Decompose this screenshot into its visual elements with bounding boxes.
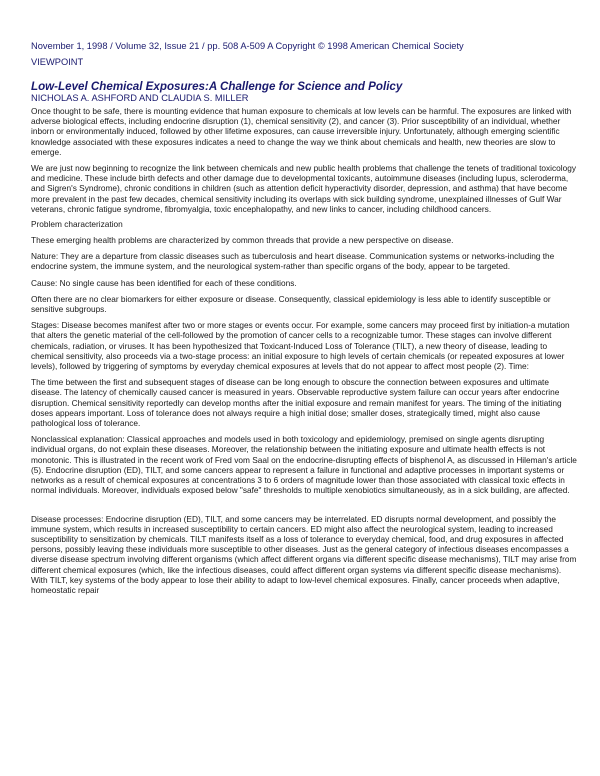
paragraph-intro: Once thought to be safe, there is mounting evidence that human exposure to chemicals at low levels can be harmful. The exposures are linked with adverse biological effects, including endocrine disruption (1), chemical sensitivity (2), and cancer (3). Prior susceptibility of an individual, whether inborn or environmentally induced, followed by other lifetime exposures, can cause irreversible injury. Unfortunately, although emerging scientific knowledge associated with these exposures indicates a need to change the way we think about chemicals and health, new theories are slow to emerge.	[31, 106, 572, 157]
section-label: VIEWPOINT	[31, 57, 84, 67]
paragraph-public-health: We are just now beginning to recognize the link between chemicals and new public health problems that challenge the tenets of traditional toxicology and medicine. These include birth defects and other damage due to developmental toxicants, autoimmune diseases (including lupus, scleroderma, and Sigren's Syndrome), chronic conditions in children (such as attention deficit hyperactivity disorder, depression, and asthma) that have become more prevalent in the past few decades, chemical sensitivity including its overlaps with sick building syndrome, unexplained illnesses of Gulf War veterans, chronic fatigue syndrome, fibromyalgia, toxic encephalopathy, and new links to cancer, including childhood cancers.	[31, 163, 577, 214]
paragraph-common-threads: These emerging health problems are characterized by common threads that provide a new perspective on disease.	[31, 235, 454, 246]
paragraph-cause: Cause: No single cause has been identified for each of these conditions.	[31, 277, 297, 288]
article-page	[31, 40, 579, 595]
paragraph-biomarkers: Often there are no clear biomarkers for either exposure or disease. Consequently, classical epidemiology is less able to identify susceptible or sensitive subgroups.	[31, 293, 551, 315]
paragraph-stages: Stages: Disease becomes manifest after two or more stages or events occur. For example, some cancers may proceed first by initiation-a mutation that alters the genetic material of the cell-followed by the promotion of cancer cells to a recognizable tumor. These stages can involve different chemicals, radiation, or viruses. It has been hypothesized that Toxicant-Induced Loss of Tolerance (TILT), a new theory of disease, leading to chemical sensitivity, also proceeds via a two-stage process: an initial exposure to high levels of certain chemicals (or repeated exposures at lower levels), followed by triggering of symptoms by everyday chemical exposures at levels that do not appear to affect most people (2). Time:	[31, 320, 570, 372]
paragraph-nature: Nature: They are a departure from classic diseases such as tuberculosis and heart disease. Communication systems or networks-including the endocrine system, the immune system, and the neurological system-rather than specific organs of the body, appear to be targeted.	[31, 251, 555, 272]
paragraph-nonclassical: Nonclassical explanation: Classical approaches and models used in both toxicology and epidemiology, premised on single agents disrupting individual organs, do not explain these diseases. Moreover, the relationship between the initiating exposure and ultimate health effects is not monotonic. This is illustrated in the recent work of Fred vom Saal on the endocrine-disrupting effects of bisphenol A, as discussed in Hileman's article (5). Endocrine disruption (ED), TILT, and some cancers appear to represent a failure in functional and adaptive processes in important systems or networks as a result of chemical exposures at concentrations 3 to 6 orders of magnitude lower than those associated with classical toxic effects in normal individuals. Moreover, individuals exposed below "safe" thresholds to multiple xenobiotics simultaneously, as in a sick building, are affected.	[31, 434, 577, 496]
citation-line: November 1, 1998 / Volume 32, Issue 21 / pp. 508 A-509 A Copyright © 1998 American Chemical Society	[31, 41, 464, 51]
subheading-problem-characterization: Problem characterization	[31, 219, 123, 230]
article-title: Low-Level Chemical Exposures:A Challenge for Science and Policy	[31, 80, 403, 93]
article-authors: NICHOLAS A. ASHFORD AND CLAUDIA S. MILLER	[31, 93, 249, 103]
paragraph-time: The time between the first and subsequent stages of disease can be long enough to obscure the connection between exposures and ultimate disease. The latency of chemically caused cancer is measured in years. Observable reproductive system failure can occur years after endocrine disruption. Chemical sensitivity reportedly can develop months after the initial exposure and remain manifest for years. The timing of the initiating doses appears important. Loss of tolerance does not always require a high initial dose; smaller doses, strategically timed, might also cause pathological loss of tolerance.	[31, 377, 562, 429]
paragraph-disease-processes: Disease processes: Endocrine disruption (ED), TILT, and some cancers may be interrelated. ED disrupts normal development, and possibly the immune system, which results in increased susceptibility to certain cancers. ED might also affect the neurological system, leading to increased susceptibility to sensitization by chemicals. TILT manifests itself as a loss of tolerance to everyday chemical, food, and drug exposures in affected persons, possibly leaving these individuals more susceptible to other diseases. Just as the general category of infectious diseases encompasses a diverse disease spectrum involving different organisms (which affect different organs via different specific disease mechanisms), TILT may arise from different chemical exposures (which, like the infectious diseases, could affect different organ systems via different specific disease mechanisms). With TILT, key systems of the body appear to lose their ability to adapt to low-level chemical exposures. Finally, cancer proceeds when adaptive, homeostatic repair	[31, 513, 577, 595]
